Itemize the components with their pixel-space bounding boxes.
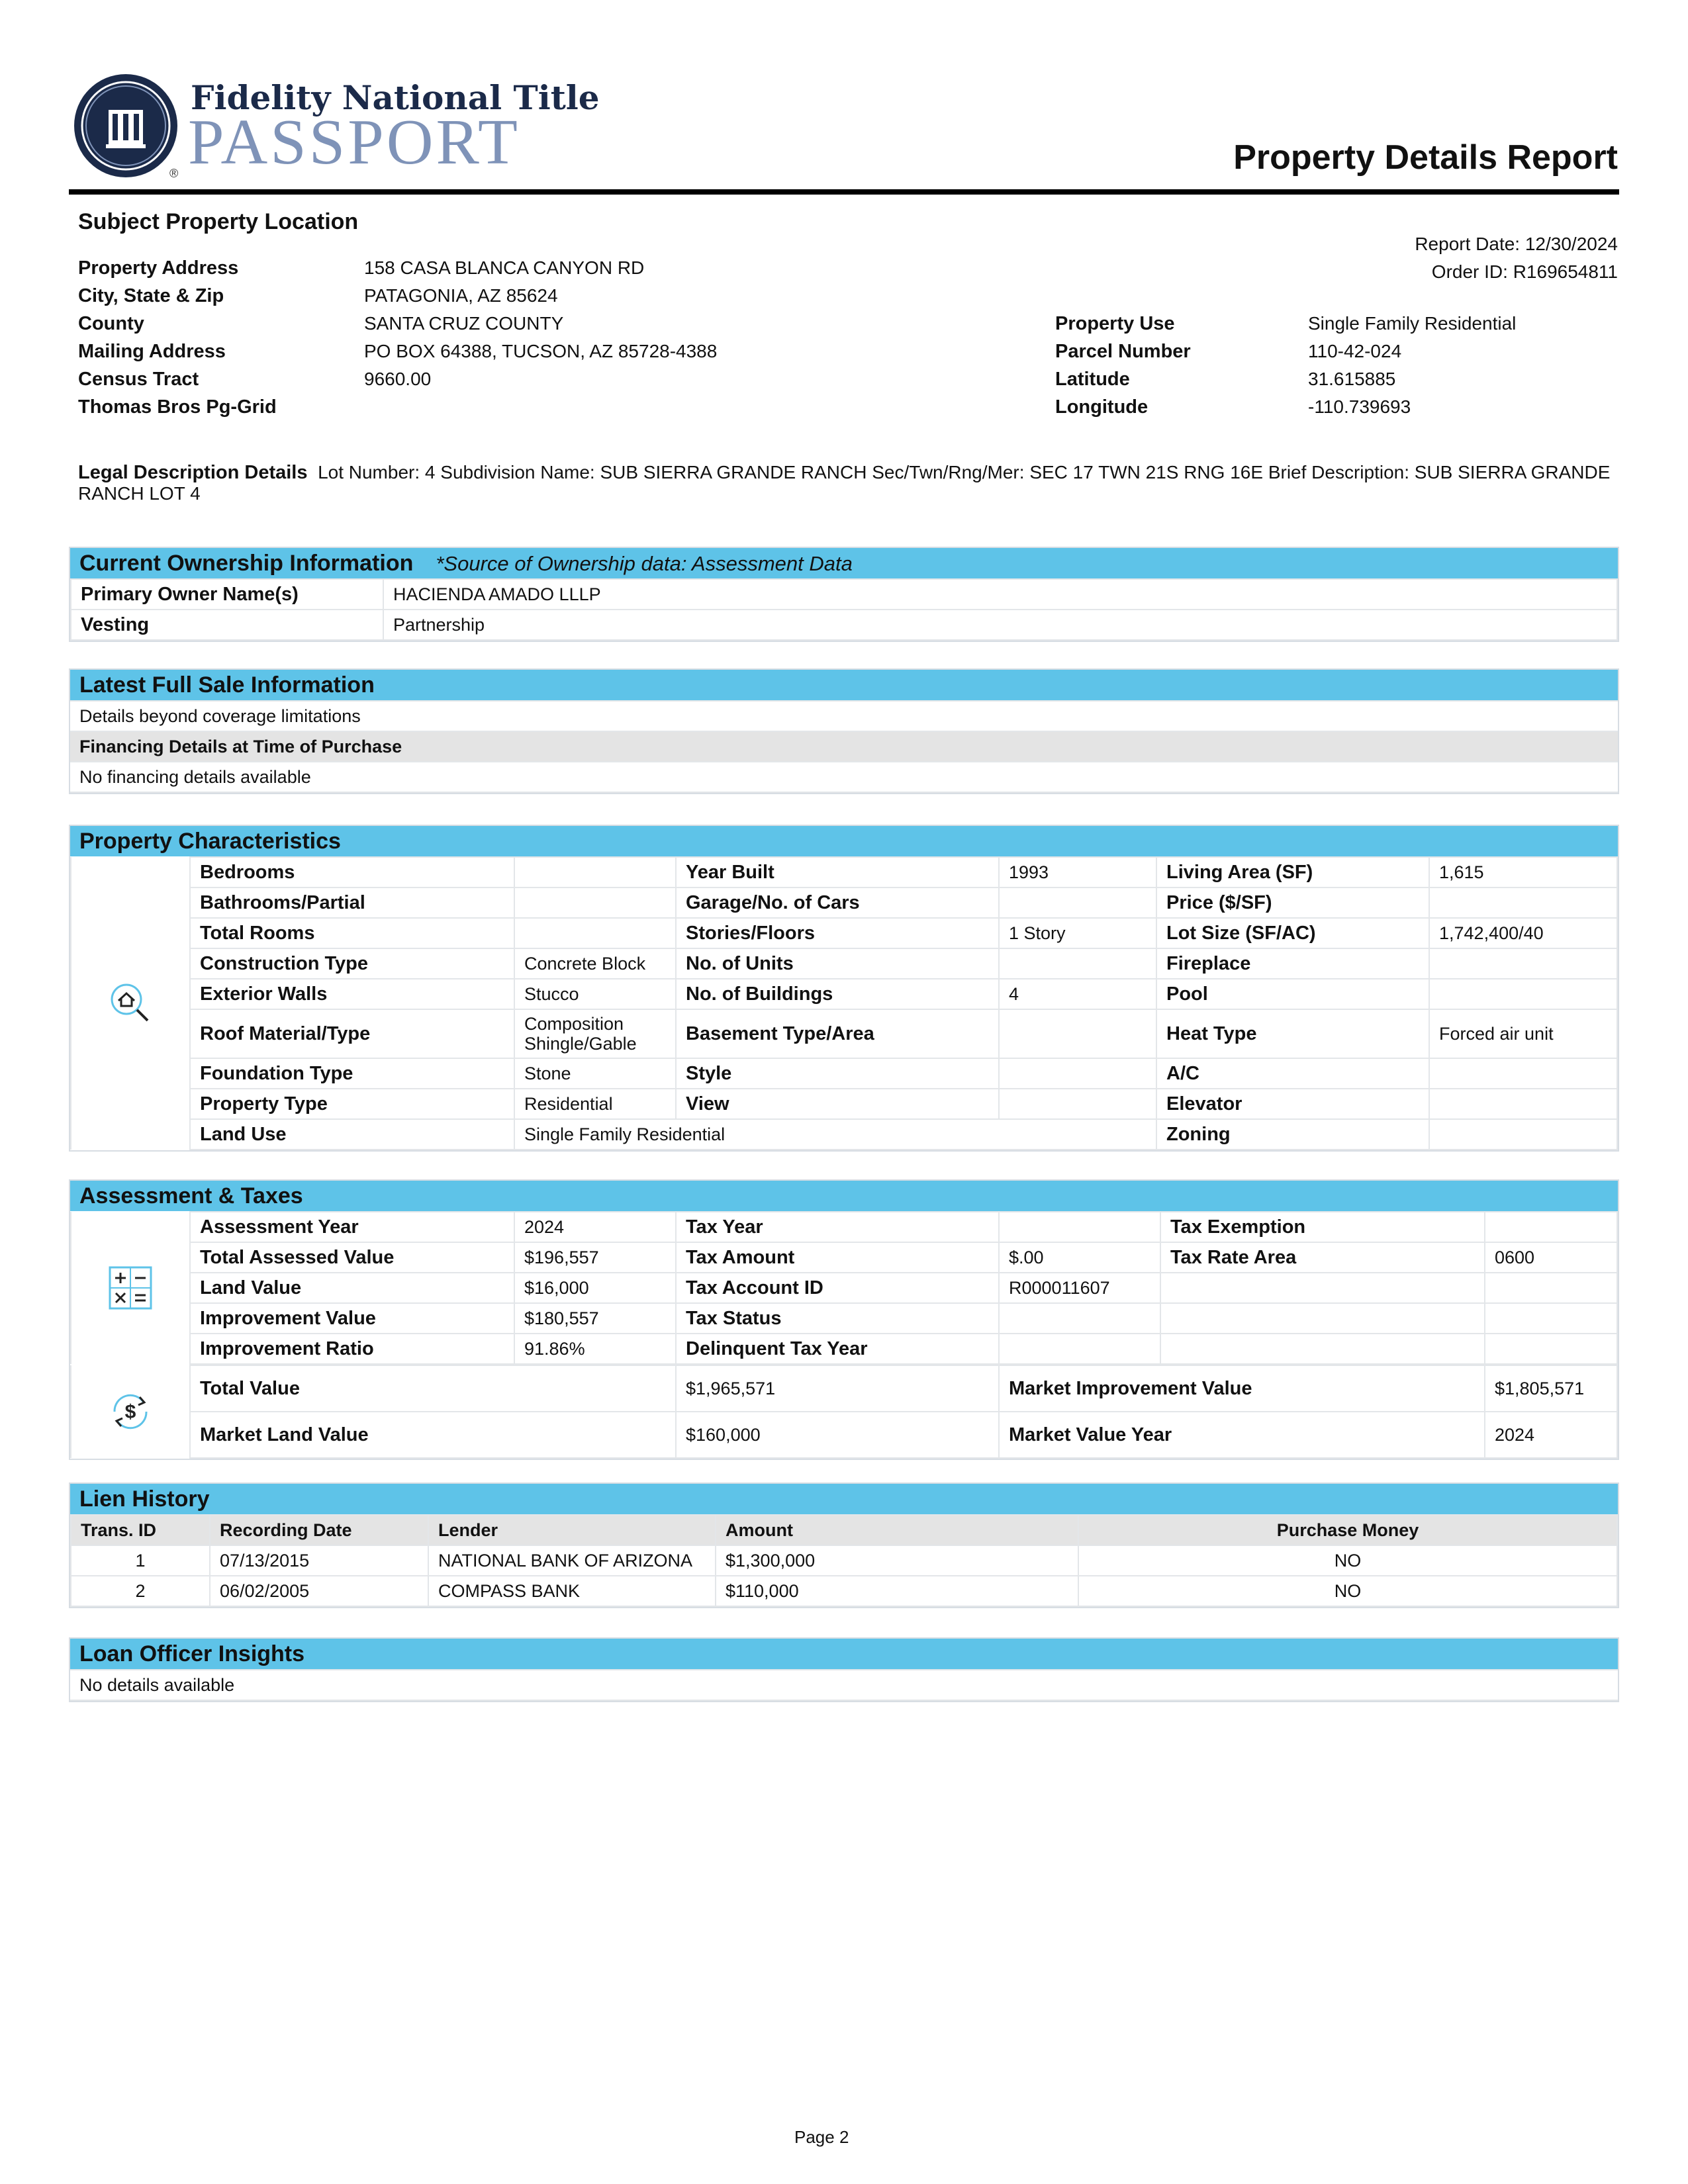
field-label: Property Address [78,257,239,279]
cell-value [1485,1212,1617,1242]
cell-label: Tax Account ID [676,1273,999,1303]
legal-label: Legal Description Details [78,462,308,483]
cell-value [999,1334,1160,1364]
table-row [71,948,1617,979]
cell-value [1429,1058,1617,1089]
row-label: Vesting [71,610,383,640]
table-row [71,1365,1617,1412]
cell-label: No. of Buildings [676,979,999,1009]
cell-value: $110,000 [716,1576,1078,1606]
table-row [71,979,1617,1009]
cell-value [999,1009,1156,1058]
cell-label: Pool [1156,979,1429,1009]
cell-value: 91.86% [514,1334,676,1364]
cell-value: 1993 [999,857,1156,887]
cell-label: Market Land Value [190,1412,676,1458]
financing-text: No financing details available [70,762,1618,792]
cell-value [1485,1334,1617,1364]
column-header: Recording Date [210,1515,428,1545]
cell-label: Market Improvement Value [999,1365,1485,1412]
lien-table [70,1514,1618,1607]
cell-label: Roof Material/Type [190,1009,514,1058]
lien-header: Lien History [70,1484,1618,1514]
loan-officer-insights-section [69,1637,1619,1702]
cell-value: $1,300,000 [716,1545,1078,1576]
brand-name: Fidelity National Title [191,78,600,117]
assessment-header: Assessment & Taxes [70,1181,1618,1211]
field-value: 158 CASA BLANCA CANYON RD [364,257,645,278]
table-row [71,1273,1617,1303]
cell-label: Tax Rate Area [1160,1242,1485,1273]
sale-section [69,668,1619,794]
cell-value [1429,948,1617,979]
field-value: -110.739693 [1308,396,1411,417]
ownership-source-note: *Source of Ownership data: Assessment Data [436,552,853,575]
cell-value: Concrete Block [514,948,676,979]
cell-label: Assessment Year [190,1212,514,1242]
ownership-header [70,548,1618,578]
header-divider [69,189,1619,195]
cell-value [1429,887,1617,918]
cell-label: Land Value [190,1273,514,1303]
cell-label: Tax Amount [676,1242,999,1273]
cell-value: Forced air unit [1429,1009,1617,1058]
dollar-refresh-icon [107,1388,154,1435]
house-search-icon [107,979,154,1027]
cell-label [1160,1273,1485,1303]
fidelity-seal-logo [73,73,179,179]
report-header [69,66,1619,192]
field-value: 9660.00 [364,369,432,389]
cell-value: NO [1078,1576,1617,1606]
cell-value: $16,000 [514,1273,676,1303]
cell-label: Tax Exemption [1160,1212,1485,1242]
cell-label: Total Assessed Value [190,1242,514,1273]
column-header: Purchase Money [1078,1515,1617,1545]
cell-value: NATIONAL BANK OF ARIZONA [428,1545,716,1576]
cell-label: A/C [1156,1058,1429,1089]
section-title: Current Ownership Information [79,551,414,576]
row-value: HACIENDA AMADO LLLP [383,579,1617,610]
cell-label: Style [676,1058,999,1089]
cell-value: 2024 [1485,1412,1617,1458]
cell-value: $160,000 [676,1412,999,1458]
cell-label: Living Area (SF) [1156,857,1429,887]
cell-label: Bathrooms/Partial [190,887,514,918]
cell-value [999,1058,1156,1089]
cell-label: Land Use [190,1119,514,1150]
legal-description [78,462,1614,504]
cell-label: No. of Units [676,948,999,979]
financing-title: Financing Details at Time of Purchase [70,731,1618,762]
table-row [71,1303,1617,1334]
cell-label: Tax Year [676,1212,999,1242]
cell-value: R000011607 [999,1273,1160,1303]
cell-label: Delinquent Tax Year [676,1334,999,1364]
cell-value: 0600 [1485,1242,1617,1273]
cell-value: 1 [71,1545,210,1576]
field-label: Thomas Bros Pg-Grid [78,396,277,418]
characteristics-table [70,856,1618,1150]
cell-label: Basement Type/Area [676,1009,999,1058]
table-row [71,1334,1617,1364]
cell-value: Composition Shingle/Gable [514,1009,676,1058]
cell-value: COMPASS BANK [428,1576,716,1606]
cell-label: View [676,1089,999,1119]
table-row [71,610,1617,640]
report-title: Property Details Report [1233,138,1618,177]
cell-value: $.00 [999,1242,1160,1273]
cell-label: Exterior Walls [190,979,514,1009]
cell-value: $196,557 [514,1242,676,1273]
cell-label: Price ($/SF) [1156,887,1429,918]
table-row [71,887,1617,918]
table-row [70,731,1618,762]
characteristics-icon-cell [71,857,190,1150]
cell-value: 06/02/2005 [210,1576,428,1606]
table-row [71,857,1617,887]
assessment-icon-cell [71,1212,190,1364]
cell-label: Construction Type [190,948,514,979]
cell-value: 2024 [514,1212,676,1242]
cell-value: Residential [514,1089,676,1119]
cell-label: Stories/Floors [676,918,999,948]
report-date: Report Date: 12/30/2024 [1415,234,1618,254]
table-row [71,1576,1617,1606]
table-row [71,1242,1617,1273]
cell-label: Total Value [190,1365,676,1412]
ownership-table [70,578,1618,641]
cell-value [514,857,676,887]
cell-value [1429,1089,1617,1119]
insights-table [70,1669,1618,1701]
cell-value [1429,1119,1617,1150]
cell-value [999,1212,1160,1242]
cell-label: Improvement Value [190,1303,514,1334]
table-row [70,1670,1618,1700]
cell-value: 07/13/2015 [210,1545,428,1576]
legal-text: Lot Number: 4 Subdivision Name: SUB SIERRA GRANDE RANCH Sec/Twn/Rng/Mer: SEC 17 TWN 21S RNG 16E Brief Description: SUB SIERRA GRANDE RANCH LOT 4 [78,462,1611,504]
cell-value: Stone [514,1058,676,1089]
registered-mark: ® [169,167,179,180]
table-header-row [71,1515,1617,1545]
cell-value [999,1089,1156,1119]
field-value: 31.615885 [1308,369,1396,389]
cell-label: Bedrooms [190,857,514,887]
field-label: Latitude [1055,369,1130,390]
cell-label: Total Rooms [190,918,514,948]
field-label: Parcel Number [1055,341,1191,362]
table-row [71,1212,1617,1242]
calculator-icon [107,1265,154,1311]
cell-label: Year Built [676,857,999,887]
assessment-section [69,1179,1619,1460]
order-id: Order ID: R169654811 [1431,261,1618,282]
field-value: 110-42-024 [1308,341,1402,361]
cell-label [1160,1303,1485,1334]
table-row [71,1058,1617,1089]
table-row [71,1119,1617,1150]
cell-value [514,918,676,948]
cell-value: $180,557 [514,1303,676,1334]
cell-label [1160,1334,1485,1364]
cell-value [999,948,1156,979]
cell-label: Lot Size (SF/AC) [1156,918,1429,948]
cell-value [1485,1273,1617,1303]
table-row [70,762,1618,792]
field-label: Longitude [1055,396,1149,418]
field-label: Mailing Address [78,341,226,362]
table-row [71,1009,1617,1058]
insights-header: Loan Officer Insights [70,1639,1618,1669]
field-value: Single Family Residential [1308,313,1517,334]
cell-label: Heat Type [1156,1009,1429,1058]
column-header: Amount [716,1515,1078,1545]
brand-product: PASSPORT [188,107,520,178]
table-row [71,918,1617,948]
sale-table [70,700,1618,793]
column-header: Lender [428,1515,716,1545]
field-label: Property Use [1055,313,1175,334]
sale-header: Latest Full Sale Information [70,670,1618,700]
cell-label: Garage/No. of Cars [676,887,999,918]
cell-label: Foundation Type [190,1058,514,1089]
column-header: Trans. ID [71,1515,210,1545]
cell-value: 2 [71,1576,210,1606]
svg-text:$: $ [124,1401,136,1423]
lien-history-section [69,1482,1619,1608]
field-value: PATAGONIA, AZ 85624 [364,285,558,306]
insights-text: No details available [70,1670,1618,1700]
cell-value: 4 [999,979,1156,1009]
field-label: County [78,313,144,334]
page-number: Page 2 [794,2127,849,2147]
table-row [71,1412,1617,1458]
cell-value [514,887,676,918]
cell-label: Market Value Year [999,1412,1485,1458]
market-value-table [70,1365,1618,1459]
field-label: City, State & Zip [78,285,224,306]
cell-value: Stucco [514,979,676,1009]
cell-label: Zoning [1156,1119,1429,1150]
field-label: Census Tract [78,369,199,390]
cell-value: NO [1078,1545,1617,1576]
cell-value: 1,615 [1429,857,1617,887]
cell-value: $1,805,571 [1485,1365,1617,1412]
cell-value: $1,965,571 [676,1365,999,1412]
row-label: Primary Owner Name(s) [71,579,383,610]
sale-details: Details beyond coverage limitations [70,701,1618,731]
cell-label: Fireplace [1156,948,1429,979]
cell-value [1429,979,1617,1009]
cell-label: Improvement Ratio [190,1334,514,1364]
cell-value [999,887,1156,918]
ownership-section [69,547,1619,642]
cell-value [999,1303,1160,1334]
characteristics-section [69,825,1619,1152]
subject-property-section [78,209,1619,235]
table-row [70,701,1618,731]
cell-label: Elevator [1156,1089,1429,1119]
characteristics-header: Property Characteristics [70,826,1618,856]
report-meta [1415,230,1618,286]
cell-value: 1 Story [999,918,1156,948]
row-value: Partnership [383,610,1617,640]
cell-label: Property Type [190,1089,514,1119]
table-row [71,1089,1617,1119]
table-row [71,579,1617,610]
cell-value: 1,742,400/40 [1429,918,1617,948]
field-value: SANTA CRUZ COUNTY [364,313,564,334]
field-value: PO BOX 64388, TUCSON, AZ 85728-4388 [364,341,718,361]
cell-label: Tax Status [676,1303,999,1334]
subject-title: Subject Property Location [78,209,359,234]
cell-value [1485,1303,1617,1334]
assessment-table [70,1211,1618,1365]
cell-value: Single Family Residential [514,1119,1156,1150]
table-row [71,1545,1617,1576]
market-icon-cell [71,1365,190,1458]
